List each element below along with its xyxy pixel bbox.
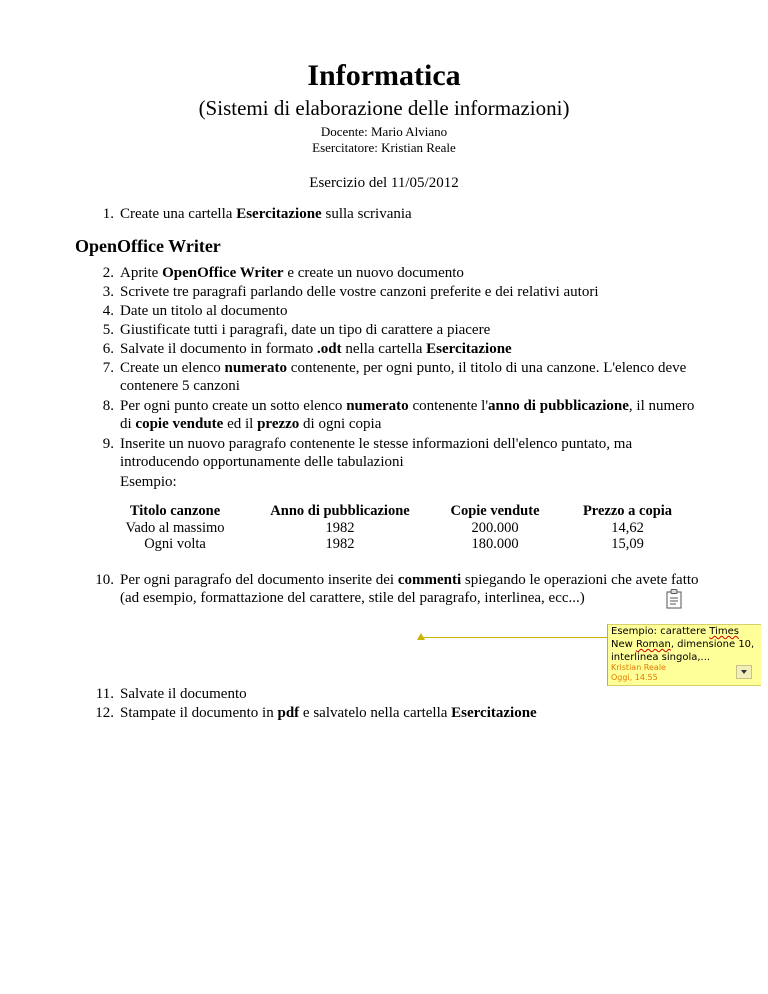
item-text: Inserite un nuovo paragrafo contenente le stesse informazioni dell'elenco puntato, ma introducendo opportunamente delle tabulazioni xyxy=(120,436,633,470)
table-header: Titolo canzone xyxy=(129,503,221,519)
item-text: Aprite OpenOffice Writer e create un nuovo documento xyxy=(120,265,464,281)
item-text: Date un titolo al documento xyxy=(120,303,288,319)
item-text: Salvate il documento in formato .odt nella cartella Esercitazione xyxy=(120,341,512,357)
item-number: 6. xyxy=(102,341,114,357)
item-number: 5. xyxy=(102,322,114,338)
table-cell: 1982 xyxy=(325,536,355,552)
example-label: Esempio: xyxy=(120,474,177,490)
section-heading: OpenOffice Writer xyxy=(75,236,221,256)
assistant-line: Esercitatore: Kristian Reale xyxy=(312,140,456,155)
table-cell: Vado al massimo xyxy=(125,519,225,536)
comment-text[interactable]: Esempio: carattere Times New Roman, dimensione 10, interlinea singola,... xyxy=(611,626,755,663)
item-number: 7. xyxy=(102,360,114,376)
item-number: 1. xyxy=(102,206,114,222)
item-number: 4. xyxy=(102,303,114,319)
item-number: 12. xyxy=(95,705,114,721)
comment-box[interactable] xyxy=(607,624,761,686)
document-title: Informatica xyxy=(307,59,461,92)
comment-connector xyxy=(420,637,608,638)
item-number: 11. xyxy=(95,686,114,702)
comment-time: Oggi, 14.55 xyxy=(611,673,658,682)
exercise-date: Esercizio del 11/05/2012 xyxy=(309,175,459,191)
teacher-line: Docente: Mario Alviano xyxy=(320,124,448,139)
table-cell: 15,09 xyxy=(611,536,644,552)
document-subtitle: (Sistemi di elaborazione delle informazioni) xyxy=(198,96,570,120)
item-text: Stampate il documento in pdf e salvatelo nella cartella Esercitazione xyxy=(120,705,537,721)
item-text: Create un elenco numerato contenente, per ogni punto, il titolo di una canzone. L'elenco deve contenere 5 canzoni xyxy=(120,360,687,394)
table-header: Prezzo a copia xyxy=(582,503,673,519)
comment-menu-chevron-down-icon[interactable] xyxy=(736,665,752,679)
table-header: Copie vendute xyxy=(450,503,540,519)
table-column-price xyxy=(570,503,685,553)
table-column-year xyxy=(250,503,430,553)
comment-author: Kristian Reale xyxy=(611,663,666,672)
table-column-copies xyxy=(430,503,560,553)
item-text: Create una cartella Esercitazione sulla scrivania xyxy=(120,206,412,222)
table-header: Anno di pubblicazione xyxy=(270,503,410,519)
table-cell: 200.000 xyxy=(471,519,519,536)
item-number: 9. xyxy=(102,436,114,452)
item-text: Scrivete tre paragrafi parlando delle vostre canzoni preferite e dei relativi autori xyxy=(120,284,599,300)
item-number: 3. xyxy=(102,284,114,300)
item-text: Per ogni paragrafo del documento inserite dei commenti spiegando le operazioni che avete fatto (ad esempio, formattazione del carattere, stile del paragrafo, interlinea, ecc...) xyxy=(120,572,699,606)
item-text: Per ogni punto create un sotto elenco numerato contenente l'anno di pubblicazione, il numero di copie vendute ed il prezzo di ogni copia xyxy=(120,398,695,432)
item-number: 8. xyxy=(102,398,114,414)
comment-note-icon[interactable] xyxy=(665,588,685,610)
table-cell: 1982 xyxy=(325,519,355,536)
item-text: Salvate il documento xyxy=(120,686,247,702)
item-number: 2. xyxy=(102,265,114,281)
table-cell: Ogni volta xyxy=(144,536,206,552)
table-cell: 14,62 xyxy=(611,519,644,536)
table-column-title xyxy=(110,503,240,553)
item-number: 10. xyxy=(95,572,114,588)
item-text: Giustificate tutti i paragrafi, date un tipo di carattere a piacere xyxy=(120,322,491,338)
table-cell: 180.000 xyxy=(471,536,519,552)
